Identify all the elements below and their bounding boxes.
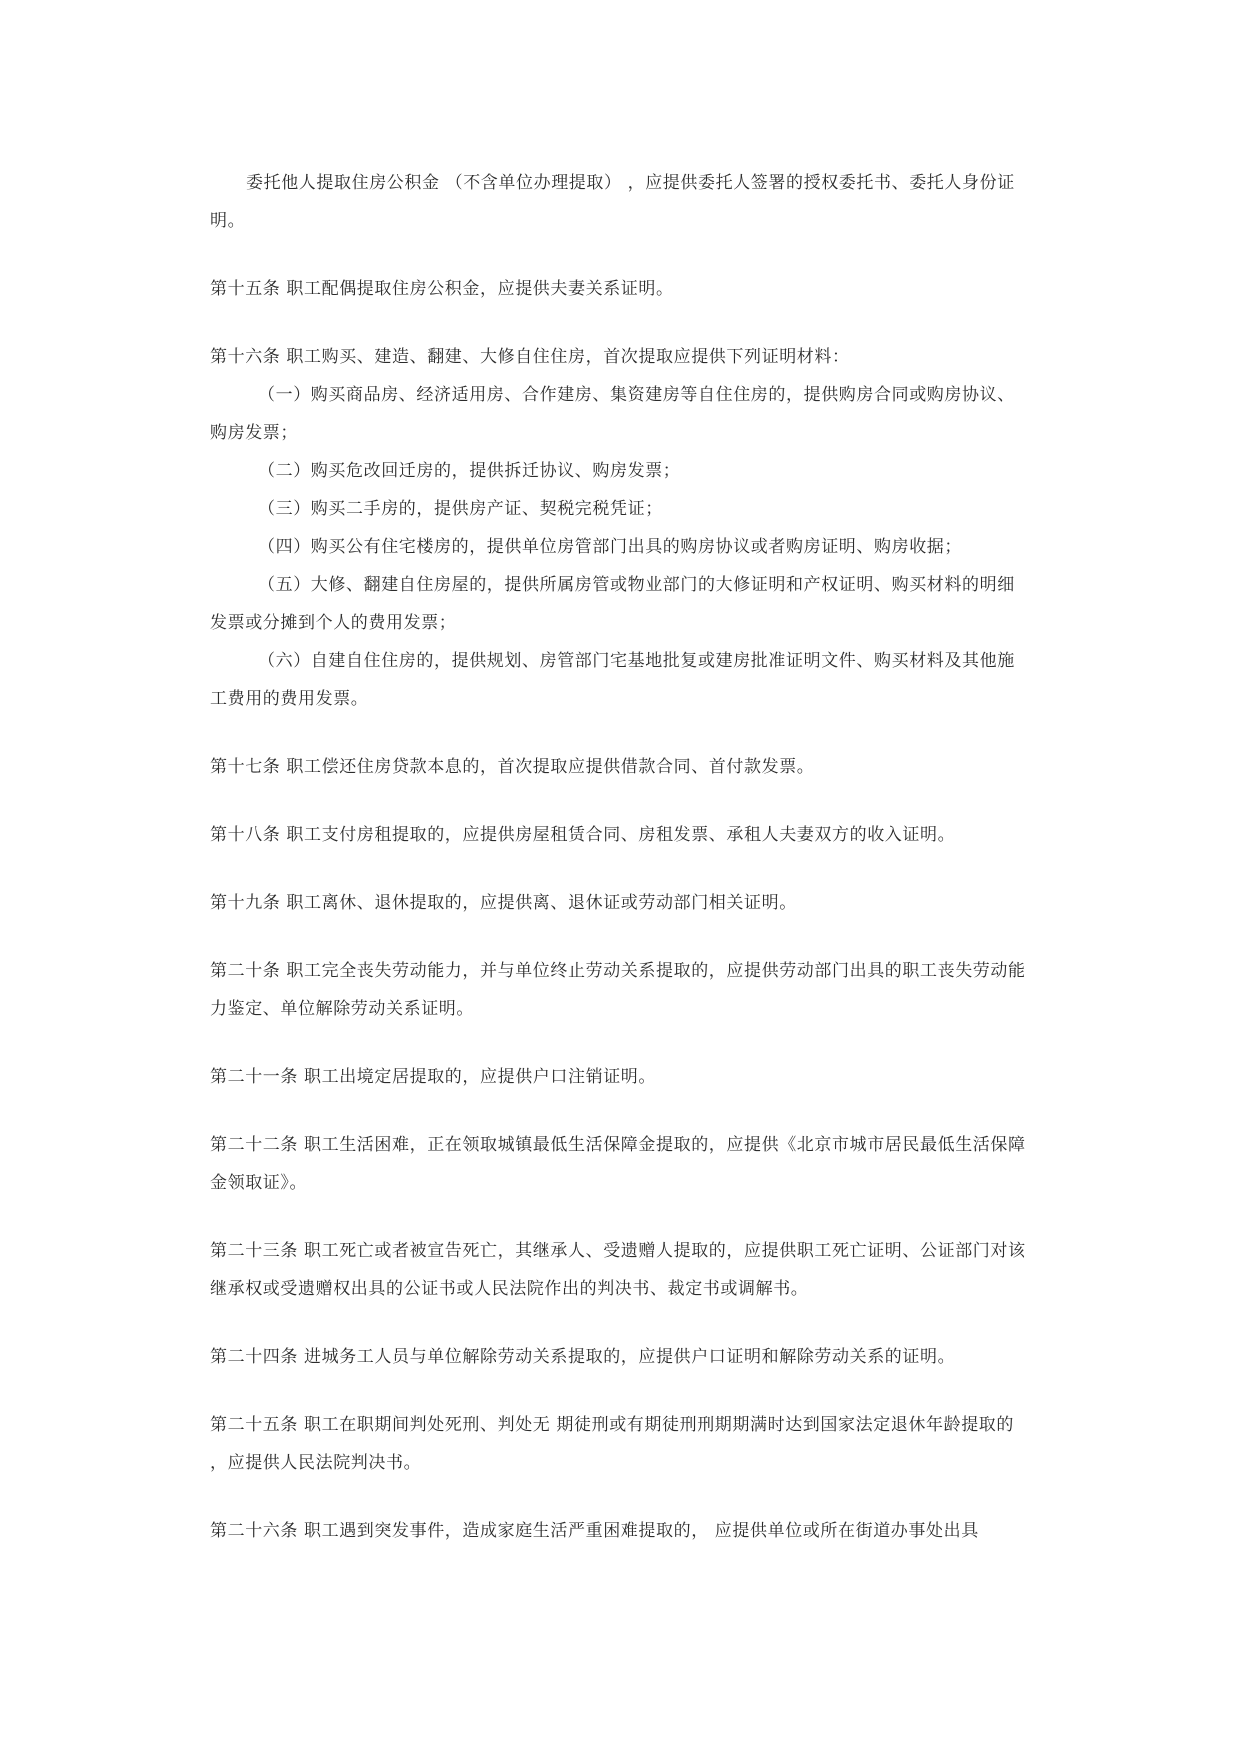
paragraph-gap [210,240,1030,270]
article-16-item-2: （二）购买危改回迁房的，提供拆迁协议、购房发票； [258,461,681,481]
article-22: 第二十二条 职工生活困难，正在领取城镇最低生活保障金提取的，应提供《北京市城市居民最低生活保障金领取证》。 [210,1135,1026,1193]
article-24: 第二十四条 进城务工人员与单位解除劳动关系提取的，应提供户口证明和解除劳动关系的证明。 [210,1347,956,1367]
article-17: 第十七条 职工偿还住房贷款本息的，首次提取应提供借款合同、首付款发票。 [210,757,815,777]
paragraph-gap [210,718,1030,748]
article-16-item-6: （六）自建自住住房的，提供规划、房管部门宅基地批复或建房批准证明文件、购买材料及其他施工费用的费用发票。 [210,651,1015,709]
paragraph-gap [210,786,1030,816]
paragraph-gap [210,1096,1030,1126]
article-23: 第二十三条 职工死亡或者被宣告死亡，其继承人、受遗赠人提取的，应提供职工死亡证明、公证部门对该继承权或受遗赠权出具的公证书或人民法院作出的判决书、裁定书或调解书。 [210,1241,1026,1299]
article-16-item-3: （三）购买二手房的，提供房产证、契税完税凭证； [258,499,663,519]
article-19: 第十九条 职工离休、退休提取的，应提供离、退休证或劳动部门相关证明。 [210,893,797,913]
article-16-item-5: （五）大修、翻建自住房屋的，提供所属房管或物业部门的大修证明和产权证明、购买材料的明细发票或分摊到个人的费用发票； [210,575,1015,633]
article-21: 第二十一条 职工出境定居提取的，应提供户口注销证明。 [210,1067,657,1087]
paragraph-gap [210,854,1030,884]
article-20: 第二十条 职工完全丧失劳动能力，并与单位终止劳动关系提取的，应提供劳动部门出具的职工丧失劳动能力鉴定、单位解除劳动关系证明。 [210,961,1026,1019]
article-16-item-1: （一）购买商品房、经济适用房、合作建房、集资建房等自住住房的，提供购房合同或购房协议、购房发票； [210,385,1015,443]
paragraph-gap [210,1376,1030,1406]
document-body [210,164,1030,1550]
paragraph-gap [210,1482,1030,1512]
article-18: 第十八条 职工支付房租提取的，应提供房屋租赁合同、房租发票、承租人夫妻双方的收入证明。 [210,825,956,845]
paragraph-gap [210,1308,1030,1338]
paragraph-gap [210,308,1030,338]
paragraph-gap [210,1202,1030,1232]
paragraph-gap [210,1028,1030,1058]
article-15: 第十五条 职工配偶提取住房公积金，应提供夫妻关系证明。 [210,279,674,299]
article-16-item-4: （四）购买公有住宅楼房的，提供单位房管部门出具的购房协议或者购房证明、购房收据； [258,537,962,557]
paragraph-gap [210,922,1030,952]
article-16: 第十六条 职工购买、建造、翻建、大修自住住房，首次提取应提供下列证明材料： [210,347,850,367]
paragraph-entrust-withdrawal: 委托他人提取住房公积金 （不含单位办理提取） ，应提供委托人签署的授权委托书、委托人身份证明。 [210,173,1015,231]
article-26: 第二十六条 职工遇到突发事件，造成家庭生活严重困难提取的， 应提供单位或所在街道办事处出具 [210,1521,979,1541]
article-25: 第二十五条 职工在职期间判处死刑、判处无 期徒刑或有期徒刑刑期期满时达到国家法定退休年龄提取的 ，应提供人民法院判决书。 [210,1415,1015,1473]
